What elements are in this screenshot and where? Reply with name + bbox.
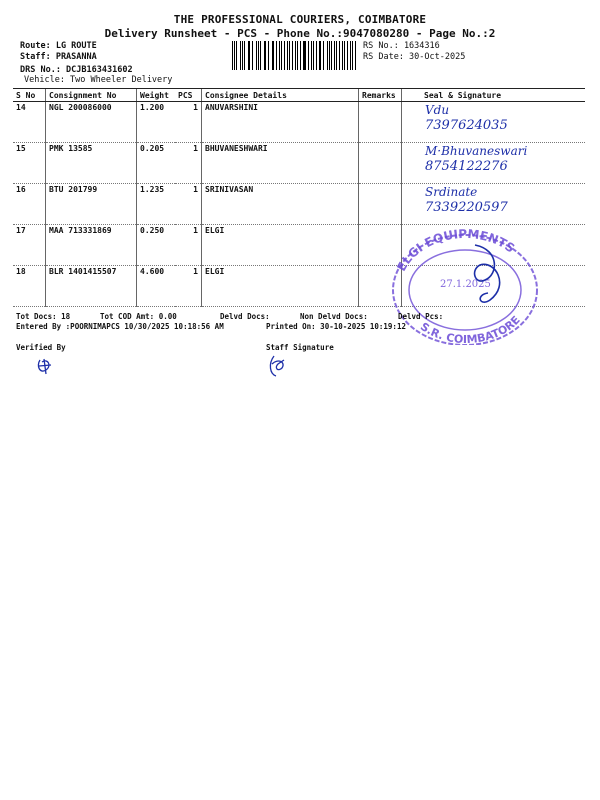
cell-sno: 17 bbox=[13, 225, 46, 266]
total-cod-amount: Tot COD Amt: 0.00 bbox=[100, 312, 177, 321]
barcode-bar bbox=[268, 41, 269, 70]
cell-pcs: 1 bbox=[175, 266, 202, 307]
delivered-docs: Delvd Docs: bbox=[220, 312, 270, 321]
barcode-bar bbox=[320, 41, 321, 70]
printed-on: Printed On: 30-10-2025 10:19:12 bbox=[266, 322, 406, 331]
barcode-bar bbox=[304, 41, 305, 70]
cell-consignee: ELGI bbox=[202, 225, 359, 266]
cell-seal-signature bbox=[402, 143, 586, 184]
delivered-pcs: Delvd Pcs: bbox=[398, 312, 444, 321]
cell-weight: 0.205 bbox=[137, 143, 176, 184]
col-header-pcs: PCS bbox=[175, 89, 202, 102]
barcode bbox=[232, 41, 358, 70]
handwritten-phone: 7397624035 bbox=[425, 118, 508, 133]
cell-pcs: 1 bbox=[175, 102, 202, 143]
verifier-signature-mark bbox=[34, 356, 58, 376]
barcode-bar bbox=[313, 41, 314, 70]
cell-sno: 15 bbox=[13, 143, 46, 184]
handwritten-name: M·Bhuvaneswari bbox=[425, 144, 528, 158]
handwritten-name: Srdinate bbox=[425, 185, 478, 199]
cell-weight: 1.235 bbox=[137, 184, 176, 225]
cell-weight: 1.200 bbox=[137, 102, 176, 143]
handwritten-phone: 7339220597 bbox=[425, 200, 508, 215]
rs-number: RS No.: 1634316 bbox=[363, 41, 440, 51]
col-header-weight: Weight bbox=[137, 89, 176, 102]
entered-by: Entered By :POORNIMAPCS 10/30/2025 10:18:56 AM bbox=[16, 322, 224, 331]
col-header-seal: Seal & Signature bbox=[402, 89, 586, 102]
cell-sno: 14 bbox=[13, 102, 46, 143]
cell-pcs: 1 bbox=[175, 143, 202, 184]
barcode-bar bbox=[352, 41, 353, 70]
cell-remarks bbox=[359, 143, 402, 184]
vehicle-label: Vehicle: Two Wheeler Delivery bbox=[24, 75, 173, 85]
cell-consignee: ANUVARSHINI bbox=[202, 102, 359, 143]
stamp-top-text: ELGI EQUIPMENTS bbox=[394, 226, 518, 274]
col-header-sno: S No bbox=[13, 89, 46, 102]
barcode-bar bbox=[297, 41, 298, 70]
handwritten-phone: 8754122276 bbox=[425, 159, 508, 174]
barcode-bar bbox=[252, 41, 253, 70]
barcode-bar bbox=[264, 41, 265, 70]
cell-weight: 0.250 bbox=[137, 225, 176, 266]
cell-pcs: 1 bbox=[175, 225, 202, 266]
table-row bbox=[13, 143, 585, 184]
barcode-bar bbox=[244, 41, 245, 70]
staff-label: Staff: PRASANNA bbox=[20, 52, 97, 62]
barcode-bar bbox=[344, 41, 345, 70]
drs-number: DRS No.: DCJB163431602 bbox=[20, 65, 133, 75]
barcode-bar bbox=[311, 41, 312, 70]
cell-consignee: SRINIVASAN bbox=[202, 184, 359, 225]
col-header-remarks: Remarks bbox=[359, 89, 402, 102]
total-docs: Tot Docs: 18 bbox=[16, 312, 71, 321]
barcode-bar bbox=[273, 41, 274, 70]
table-header-row bbox=[13, 89, 585, 102]
runsheet-subtitle: Delivery Runsheet - PCS - Phone No.:9047080280 - Page No.:2 bbox=[104, 27, 496, 40]
cell-weight: 4.600 bbox=[137, 266, 176, 307]
barcode-bar bbox=[240, 41, 241, 70]
barcode-bar bbox=[232, 41, 233, 70]
cell-consignee: BHUVANESHWARI bbox=[202, 143, 359, 184]
verified-by-label: Verified By bbox=[16, 343, 66, 352]
cell-pcs: 1 bbox=[175, 184, 202, 225]
barcode-bar bbox=[339, 41, 340, 70]
barcode-bar bbox=[327, 41, 328, 70]
cell-consignment: NGL 200086000 bbox=[46, 102, 137, 143]
cell-consignment: MAA 713331869 bbox=[46, 225, 137, 266]
table-row bbox=[13, 102, 585, 143]
barcode-bar bbox=[281, 41, 282, 70]
col-header-consignment: Consignment No bbox=[46, 89, 137, 102]
cell-remarks bbox=[359, 102, 402, 143]
cell-consignee: ELGI bbox=[202, 266, 359, 307]
cell-consignment: BTU 201799 bbox=[46, 184, 137, 225]
stamp-date-text: 27.1.2025 bbox=[440, 279, 491, 290]
rs-date: RS Date: 30-Oct-2025 bbox=[363, 52, 466, 62]
col-header-consignee: Consignee Details bbox=[202, 89, 359, 102]
company-title: THE PROFESSIONAL COURIERS, COIMBATORE bbox=[173, 13, 427, 26]
cell-seal-signature bbox=[402, 102, 586, 143]
barcode-bar bbox=[289, 41, 290, 70]
barcode-bar bbox=[334, 41, 335, 70]
stamp-bottom-text: S.R. COIMBATORE bbox=[417, 313, 523, 345]
staff-signature-mark bbox=[266, 354, 290, 380]
barcode-bar bbox=[287, 41, 288, 70]
cell-consignment: BLR 1401415507 bbox=[46, 266, 137, 307]
route-label: Route: LG ROUTE bbox=[20, 41, 97, 51]
cell-sno: 18 bbox=[13, 266, 46, 307]
cell-consignment: PMK 13585 bbox=[46, 143, 137, 184]
cell-sno: 16 bbox=[13, 184, 46, 225]
handwritten-name: Vdu bbox=[425, 103, 450, 117]
barcode-bar bbox=[256, 41, 257, 70]
staff-signature-label: Staff Signature bbox=[266, 343, 334, 352]
non-delivered-docs: Non Delvd Docs: bbox=[300, 312, 368, 321]
